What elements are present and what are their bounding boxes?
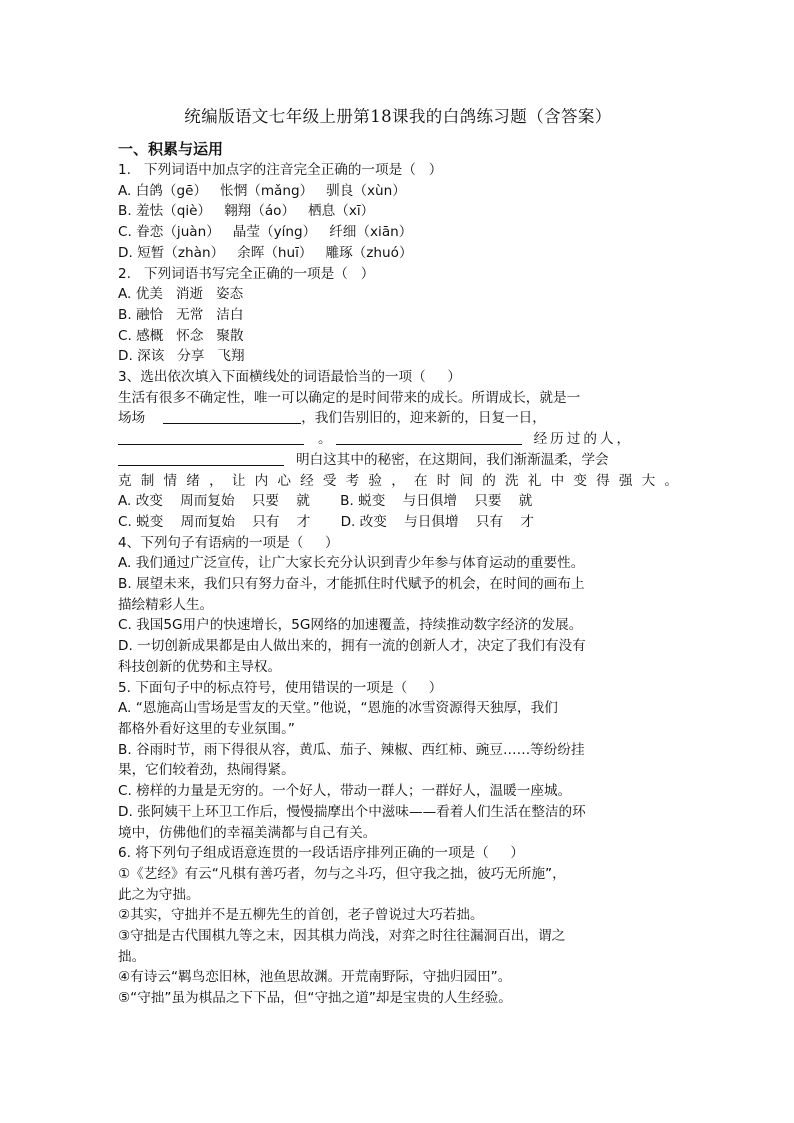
passage-text: ，我们告别旧的，迎来新的，日复一日，: [301, 410, 546, 427]
passage-line: 生活有很多不确定性，唯一可以确定的是时间带来的成长。所谓成长，就是一: [118, 389, 581, 406]
passage-text: 明白这其中的秘密，在这期间，我们渐渐温柔，学会: [296, 451, 609, 468]
passage-line: [118, 408, 678, 429]
question-2: [118, 264, 678, 368]
sentence-2: ②其实，守拙并不是五柳先生的首创，老子曾说过大巧若拙。: [118, 907, 484, 924]
question-stem: 2. 下列词语书写完全正确的一项是（ ）: [118, 265, 375, 282]
sentence-1-continued: 此之为守拙。: [118, 886, 200, 903]
question-stem: 6. 将下列句子组成语意连贯的一段话语序排列正确的一项是（ ）: [118, 845, 524, 862]
sentence-3-continued: 拙。: [118, 948, 146, 965]
option-c: C. 榜样的力量是无穷的。一个好人，带动一群人；一群好人，温暖一座城。: [118, 783, 572, 800]
passage-text: 经历过的人，: [533, 431, 634, 448]
passage-text: 。: [318, 431, 332, 448]
sentence-3: ③守拙是古代围棋九等之末，因其棋力尚浅，对弈之时往往漏洞百出，谓之: [118, 928, 566, 945]
option-a-continued: 都格外看好这里的专业氛围。”: [118, 720, 295, 737]
passage-line: [118, 450, 678, 471]
option-b: B. 谷雨时节，雨下得很从容，黄瓜、茄子、辣椒、西红柿、豌豆……等纷纷挂: [118, 741, 585, 758]
option-b-continued: 描绘精彩人生。: [118, 596, 214, 613]
passage-line: 克制情绪，让内心经受考验，在时间的洗礼中变得强大。: [118, 472, 678, 489]
question-3: [118, 367, 678, 533]
document-page: [118, 103, 678, 1009]
option-b: B. 展望未来，我们只有努力奋斗，才能抓住时代赋予的机会，在时间的画布上: [118, 576, 585, 593]
options-ab: A. 改变 周而复始 只要 就 B. 蜕变 与日俱增 只要 就: [118, 493, 533, 510]
option-c: C. 感概 怀念 聚散: [118, 327, 244, 344]
question-4: [118, 533, 678, 678]
question-stem: 4、下列句子有语病的一项是（ ）: [118, 534, 339, 551]
option-d: D. 张阿姨干上环卫工作后，慢慢揣摩出个中滋味——看着人们生活在整洁的环: [118, 803, 586, 820]
option-a: A. 白鸽（gē） 怅惘（mǎng） 驯良（xùn）: [118, 182, 406, 199]
question-stem: 3、选出依次填入下面横线处的词语最恰当的一项（ ）: [118, 369, 461, 386]
question-1: [118, 160, 678, 264]
question-6: [118, 843, 678, 1009]
sentence-1: ①《艺经》有云“凡棋有善巧者，勿与之斗巧，但守我之拙，彼巧无所施”，: [118, 865, 566, 882]
section-heading: 一、积累与运用: [118, 140, 224, 158]
option-b-continued: 果，它们较着劲，热闹得紧。: [118, 762, 295, 779]
option-c: C. 我国5G用户的快速增长，5G网络的加速覆盖，持续推动数字经济的发展。: [118, 617, 583, 634]
question-stem: 1. 下列词语中加点字的注音完全正确的一项是（ ）: [118, 162, 443, 178]
option-a: A. 优美 消逝 姿态: [118, 286, 244, 303]
fill-blank[interactable]: [118, 430, 304, 445]
option-b: B. 羞怯（qiè） 翱翔（áo） 栖息（xī）: [118, 203, 375, 220]
option-c: C. 眷恋（juàn） 晶莹（yíng） 纤细（xiān）: [118, 224, 413, 241]
document-title: 统编版语文七年级上册第18课我的白鸽练习题（含答案）: [184, 107, 612, 126]
option-a: A. “恩施高山雪场是雪友的天堂。”他说，“恩施的冰雪资源得天独厚，我们: [118, 700, 558, 717]
option-d: D. 深该 分享 飞翔: [118, 348, 245, 365]
option-d: D. 短暂（zhàn） 余晖（huī） 雕琢（zhuó）: [118, 244, 413, 261]
option-d-continued: 境中，仿佛他们的幸福美满都与自己有关。: [118, 824, 377, 841]
fill-blank[interactable]: [118, 451, 284, 466]
sentence-5: ⑤“守拙”虽为棋品之下下品，但“守拙之道”却是宝贵的人生经验。: [118, 990, 512, 1007]
question-stem: 5. 下面句子中的标点符号，使用错误的一项是（ ）: [118, 679, 443, 696]
option-d: D. 一切创新成果都是由人做出来的，拥有一流的创新人才，决定了我们有没有: [118, 638, 586, 655]
option-a: A. 我们通过广泛宣传，让广大家长充分认识到青少年参与体育运动的重要性。: [118, 555, 585, 572]
option-b: B. 融恰 无常 洁白: [118, 306, 244, 323]
passage-text: 场场: [118, 410, 146, 427]
options-cd: C. 蜕变 周而复始 只有 才 D. 改变 与日俱增 只有 才: [118, 513, 534, 530]
passage-line: [118, 429, 678, 450]
question-5: [118, 678, 678, 844]
sentence-4: ④有诗云“羁鸟恋旧林，池鱼思故渊。开荒南野际，守拙归园田”。: [118, 969, 512, 986]
option-d-continued: 科技创新的优势和主导权。: [118, 658, 282, 675]
fill-blank[interactable]: [336, 430, 522, 445]
fill-blank[interactable]: [163, 409, 301, 424]
